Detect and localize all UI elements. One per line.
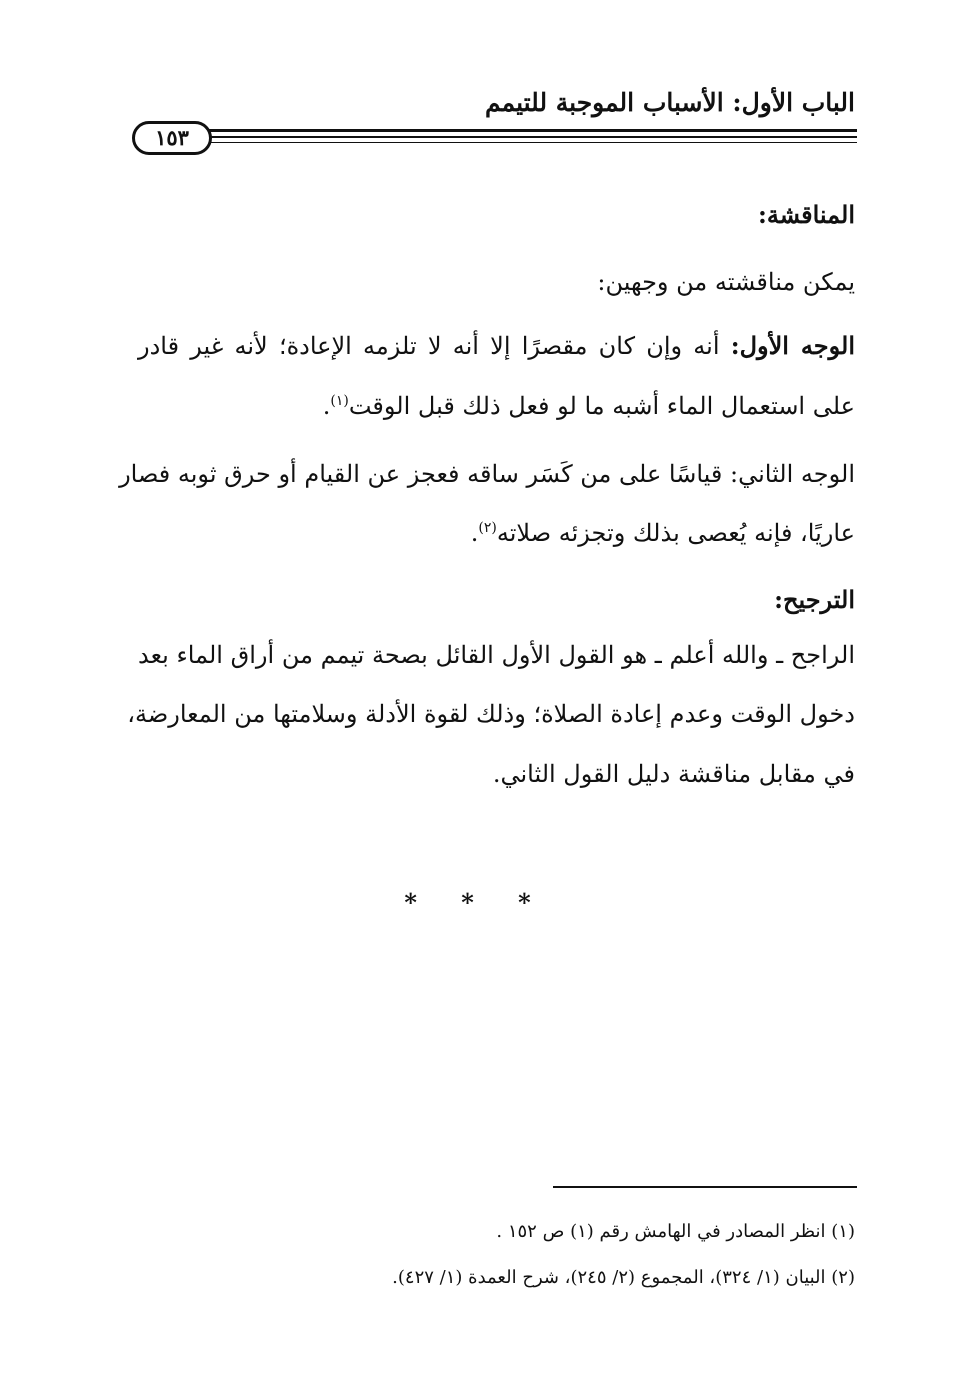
header-rule <box>192 136 857 138</box>
footnote-2: (٢) البيان (١/ ٣٢٤)، المجموع (٢/ ٢٤٥)، شرح العمدة (١/ ٤٢٧). <box>392 1267 855 1288</box>
header-rule <box>192 142 857 143</box>
tarjih-line-1: الراجح ـ والله أعلم ـ هو القول الأول القائل بصحة تيمم من أراق الماء بعد <box>138 641 855 669</box>
footnote-divider <box>553 1186 857 1188</box>
first-aspect-text-2: على استعمال الماء أشبه ما لو فعل ذلك قبل الوقت <box>348 392 855 420</box>
header-rule <box>192 129 857 132</box>
sentence-end: . <box>470 519 479 547</box>
section-separator: * * * <box>404 888 549 917</box>
sentence-end: . <box>322 392 331 420</box>
first-aspect-line-2 <box>323 388 855 424</box>
running-header-title: الباب الأول: الأسباب الموجبة للتيمم <box>485 88 855 117</box>
footnote-1: (١) انظر المصادر في الهامش رقم (١) ص ١٥٢ . <box>496 1221 855 1242</box>
footnote-ref-2[interactable]: (٢) <box>478 520 497 536</box>
tarjih-line-2: دخول الوقت وعدم إعادة الصلاة؛ وذلك لقوة الأدلة وسلامتها من المعارضة، <box>127 700 855 728</box>
first-aspect-label: الوجه الأول: <box>730 331 855 360</box>
first-aspect-text: أنه وإن كان مقصرًا إلا أنه لا تلزمه الإعادة؛ لأنه غير قادر <box>138 332 720 360</box>
tarjih-heading: الترجيح: <box>774 585 855 614</box>
second-aspect-line-1 <box>119 456 855 492</box>
second-aspect-text-2: عاريًا، فإنه يُعصى بذلك وتجزئه صلاته <box>496 519 855 547</box>
tarjih-line-3: في مقابل مناقشة دليل القول الثاني. <box>492 760 855 788</box>
discussion-heading: المناقشة: <box>757 200 855 229</box>
second-aspect-text: قياسًا على من كَسَر ساقه فعجز عن القيام أو حرق ثوبه فصار <box>119 460 723 488</box>
second-aspect-label: الوجه الثاني: <box>729 460 855 488</box>
second-aspect-line-2 <box>471 515 855 551</box>
discussion-intro: يمكن مناقشته من وجهين: <box>597 268 855 296</box>
page-number-badge: ١٥٣ <box>132 121 212 155</box>
first-aspect-line-1 <box>138 328 855 364</box>
footnote-ref-1[interactable]: (١) <box>330 393 349 409</box>
